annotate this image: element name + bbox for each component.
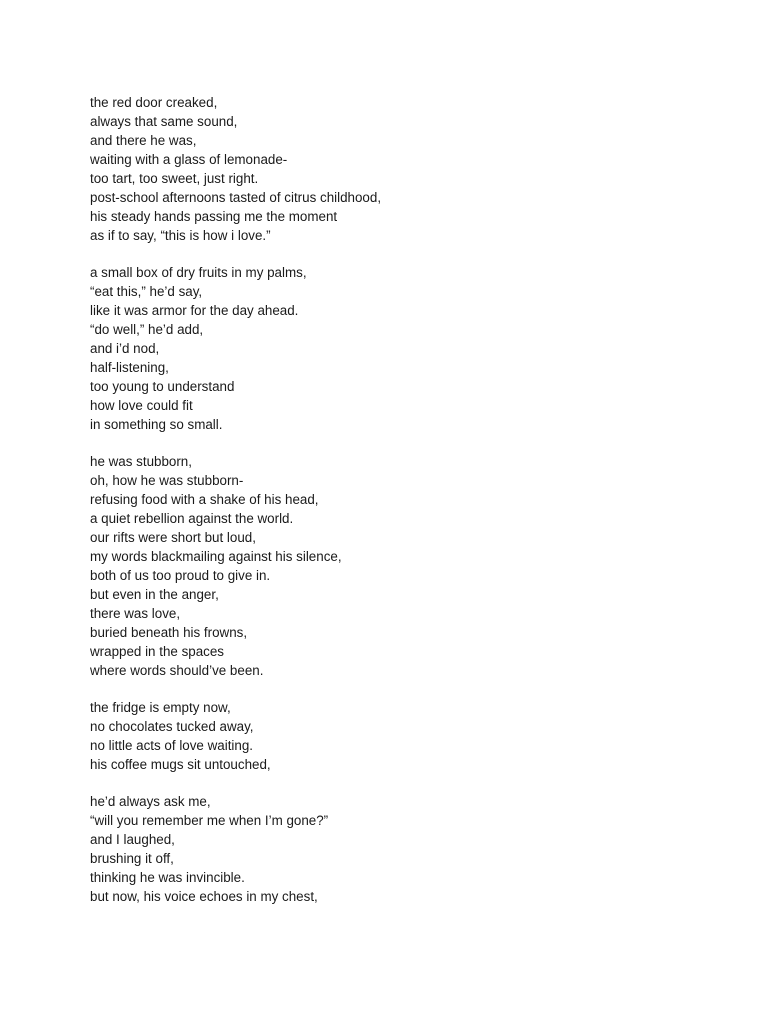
- poem-line: and I laughed,: [90, 832, 175, 847]
- poem-line: “eat this,” he’d say,: [90, 284, 203, 299]
- poem-line: half-listening,: [90, 360, 169, 375]
- poem-line: too young to understand: [90, 379, 235, 394]
- stanza-1: [90, 93, 710, 245]
- stanza-5: [90, 792, 710, 906]
- poem-line: the fridge is empty now,: [90, 700, 231, 715]
- poem-line: in something so small.: [90, 417, 223, 432]
- poem-line: how love could fit: [90, 398, 193, 413]
- poem-line: there was love,: [90, 606, 181, 621]
- poem-body: [90, 93, 710, 924]
- poem-line: but now, his voice echoes in my chest,: [90, 889, 318, 904]
- poem-line: and there he was,: [90, 133, 197, 148]
- stanza-3: [90, 452, 710, 680]
- poem-line: but even in the anger,: [90, 587, 219, 602]
- poem-line: his coffee mugs sit untouched,: [90, 757, 271, 772]
- poem-line: he’d always ask me,: [90, 794, 211, 809]
- poem-line: a quiet rebellion against the world.: [90, 511, 294, 526]
- poem-line: brushing it off,: [90, 851, 174, 866]
- poem-line: he was stubborn,: [90, 454, 192, 469]
- poem-line: his steady hands passing me the moment: [90, 209, 338, 224]
- poem-line: a small box of dry fruits in my palms,: [90, 265, 307, 280]
- poem-line: waiting with a glass of lemonade-: [90, 152, 288, 167]
- poem-line: too tart, too sweet, just right.: [90, 171, 259, 186]
- poem-line: where words should’ve been.: [90, 663, 264, 678]
- poem-line: always that same sound,: [90, 114, 238, 129]
- poem-line: buried beneath his frowns,: [90, 625, 248, 640]
- poem-line: both of us too proud to give in.: [90, 568, 271, 583]
- poem-line: no chocolates tucked away,: [90, 719, 254, 734]
- poem-line: thinking he was invincible.: [90, 870, 245, 885]
- stanza-2: [90, 263, 710, 434]
- poem-line: wrapped in the spaces: [90, 644, 224, 659]
- poem-line: my words blackmailing against his silence,: [90, 549, 342, 564]
- poem-line: “do well,” he’d add,: [90, 322, 204, 337]
- poem-line: oh, how he was stubborn-: [90, 473, 244, 488]
- poem-line: the red door creaked,: [90, 95, 218, 110]
- poem-line: refusing food with a shake of his head,: [90, 492, 319, 507]
- poem-line: and i’d nod,: [90, 341, 160, 356]
- stanza-4: [90, 698, 710, 774]
- poem-line: like it was armor for the day ahead.: [90, 303, 299, 318]
- poem-line: our rifts were short but loud,: [90, 530, 256, 545]
- poem-line: no little acts of love waiting.: [90, 738, 254, 753]
- poem-line: “will you remember me when I’m gone?”: [90, 813, 329, 828]
- poem-line: post-school afternoons tasted of citrus childhood,: [90, 190, 382, 205]
- poem-line: as if to say, “this is how i love.”: [90, 228, 271, 243]
